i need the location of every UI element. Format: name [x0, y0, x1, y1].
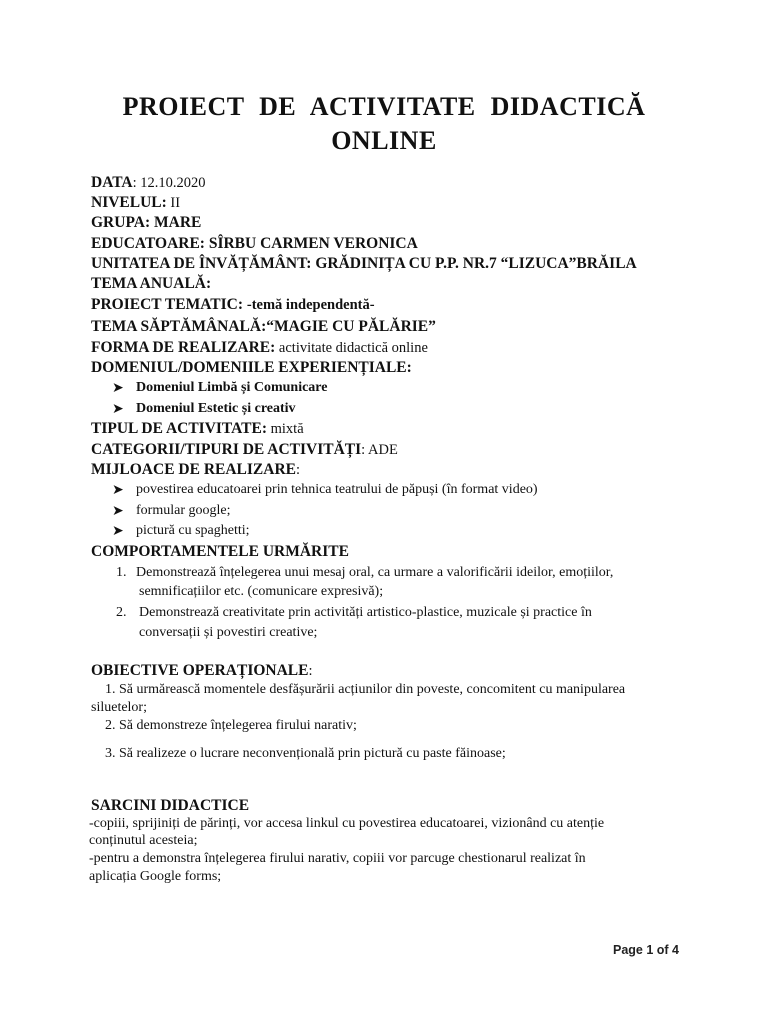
list-item-sarcina-cont: conținutul acesteia; — [89, 833, 198, 848]
list-item-comportament-cont: semnificațiilor etc. (comunicare expresivă); — [139, 584, 384, 599]
list-item-obiectiv-cont: siluetelor; — [91, 700, 147, 715]
list-item-mijloc: formular google; — [136, 503, 231, 518]
list-item-sarcina: -pentru a demonstra înțelegerea firului narativ, copiii vor parcuge chestionarul realizat în — [89, 851, 586, 866]
arrowhead-bullet-icon: ➤ — [112, 504, 124, 519]
list-item-domeniu: Domeniul Limbă și Comunicare — [136, 380, 328, 395]
field-educatoare: EDUCATOARE: SÎRBU CARMEN VERONICA — [91, 235, 418, 252]
field-sarcini-label: SARCINI DIDACTICE — [91, 797, 250, 814]
list-item-domeniu: Domeniul Estetic și creativ — [136, 401, 296, 416]
list-item-mijloc: povestirea educatoarei prin tehnica teatrului de păpuși (în format video) — [136, 482, 538, 497]
field-domenii-label: DOMENIUL/DOMENIILE EXPERIENȚIALE: — [91, 359, 412, 376]
field-obiective-label: OBIECTIVE OPERAȚIONALE: — [91, 662, 313, 679]
field-tema-saptamanala: TEMA SĂPTĂMÂNALĂ:“MAGIE CU PĂLĂRIE” — [91, 318, 436, 335]
list-item-obiectiv: 1. Să urmărească momentele desfășurării acțiunilor din poveste, concomitent cu manipularea — [105, 682, 626, 697]
field-forma: FORMA DE REALIZARE: activitate didactică online — [91, 339, 428, 356]
list-item-comportament-cont: conversații și povestiri creative; — [139, 625, 318, 640]
page-number: Page 1 of 4 — [613, 943, 679, 957]
field-nivel: NIVELUL: II — [91, 194, 181, 211]
arrowhead-bullet-icon: ➤ — [112, 381, 124, 396]
field-grupa: GRUPA: MARE — [91, 214, 202, 231]
field-comportamente-label: COMPORTAMENTELE URMĂRITE — [91, 543, 349, 560]
arrowhead-bullet-icon: ➤ — [112, 524, 124, 539]
document-title-line1: PROIECT DE ACTIVITATE DIDACTICĂ — [122, 92, 646, 121]
arrowhead-bullet-icon: ➤ — [112, 402, 124, 417]
field-tema-anuala: TEMA ANUALĂ: — [91, 275, 212, 292]
list-item-obiectiv: 2. Să demonstreze înțelegerea firului narativ; — [105, 718, 357, 733]
field-categorii: CATEGORII/TIPURI DE ACTIVITĂȚI: ADE — [91, 441, 398, 458]
list-item-mijloc: pictură cu spaghetti; — [136, 523, 250, 538]
field-tip: TIPUL DE ACTIVITATE: mixtă — [91, 420, 304, 437]
field-mijloace-label: MIJLOACE DE REALIZARE: — [91, 461, 301, 478]
field-data: DATA: 12.10.2020 — [91, 174, 206, 191]
list-item-sarcina-cont: aplicația Google forms; — [89, 869, 222, 884]
list-item-comportament: Demonstrează creativitate prin activități artistico-plastice, muzicale și practice în — [139, 605, 592, 620]
field-unitatea: UNITATEA DE ÎNVĂȚĂMÂNT: GRĂDINIȚA CU P.P. NR.7 “LIZUCA”BRĂILA — [91, 255, 637, 272]
list-item-comportament: Demonstrează înțelegerea unui mesaj oral, ca urmare a valorificării ideilor, emoțiilor, — [136, 565, 614, 580]
list-item-obiectiv: 3. Să realizeze o lucrare neconvențională prin pictură cu paste făinoase; — [105, 746, 506, 761]
list-item-number: 2. — [116, 605, 127, 620]
list-item-sarcina: -copiii, sprijiniți de părinți, vor accesa linkul cu povestirea educatoarei, vizionând cu atenție — [89, 816, 605, 831]
arrowhead-bullet-icon: ➤ — [112, 483, 124, 498]
document-title-line2: ONLINE — [331, 126, 437, 155]
field-proiect-tematic: PROIECT TEMATIC: -temă independentă- — [91, 296, 375, 313]
list-item-number: 1. — [116, 565, 127, 580]
